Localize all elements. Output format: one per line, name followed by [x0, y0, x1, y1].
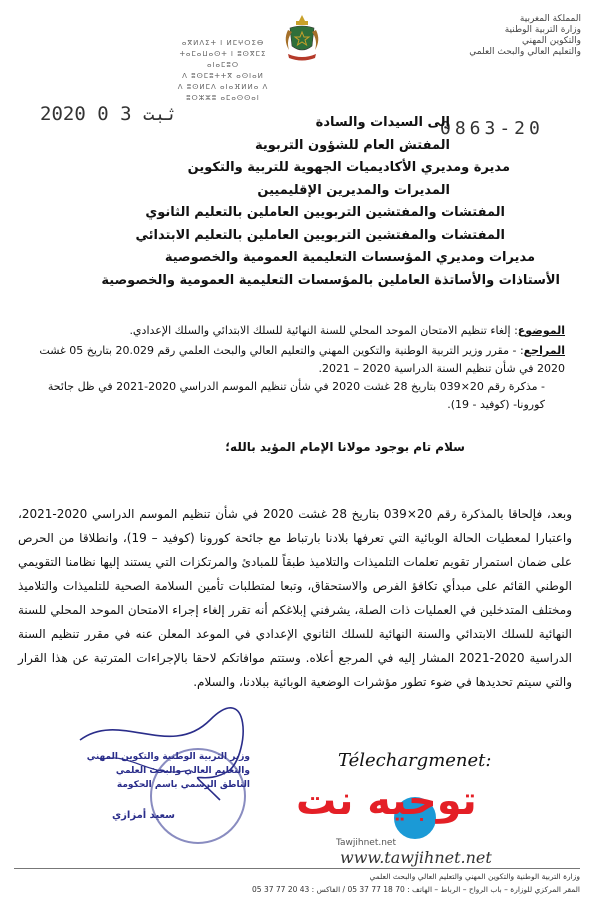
date-stamp: 2020 ثبت 3 0	[40, 103, 178, 125]
ministry-header-tifinagh	[168, 38, 278, 104]
subject-line	[20, 322, 565, 340]
header-line: وزارة التربية الوطنية	[504, 25, 581, 35]
recipient-line: مديرات ومديري المؤسسات التعليمية العمومية والخصوصية	[164, 250, 535, 265]
stamp-line: الناطق الرسمي باسم الحكومة	[116, 780, 250, 790]
salutation: سلام تام بوجود مولانا الإمام المؤيد بالله؛	[225, 440, 465, 454]
watermark-url[interactable]: www.tawjihnet.net	[340, 848, 492, 867]
footer-line: وزارة التربية الوطنية والتكوين المهني والتعليم العالي والبحث العلمي	[369, 872, 580, 881]
header-line: ⴷ ⵓⵙⵍⵎⴷ ⴰⵏⴰⴼⵍⵍⴰ ⴷ ⵓⵔⵣⵣⵓ ⴰⵎⴰⵙⵙⴰⵏ	[177, 83, 269, 102]
subject-text: : إلغاء تنظيم الامتحان الموحد المحلي للسنة النهائية للسلك الابتدائي والسلك الإعدادي.	[129, 324, 518, 337]
recipient-line: المفتشات والمفتشين التربويين العاملين بالتعليم الثانوي	[145, 205, 505, 220]
header-line: ⵜⴰⵎⴰⵡⴰⵙⵜ ⵏ ⵓⵙⴳⵎⵉ ⴰⵏⴰⵎⵓⵔ	[179, 50, 267, 69]
subject-label: الموضوع	[517, 324, 565, 337]
minister-name: سعيد أمزازي	[112, 810, 176, 821]
watermark-small-url: Tawjihnet.net	[336, 838, 396, 848]
body-paragraph: وبعد، فإلحاقا بالمذكرة رقم 20×039 بتاريخ 28 غشت 2020 في شأن تنظيم الموسم الدراسي 2020-2021، واعتبارا لمعطيات الحالة الوبائية التي تعرفها بلادنا بارتباط مع جائحة كورونا (كوفيد – 19)، وانطلاقا من الحرص على ضمان استمرار تقويم تعلمات التلميذات والتلاميذ طبقاً للمبادئ والمرتكزات التي يستند إليها نظامنا التقويمي الوطني القائم على مبدأي تكافؤ الفرص والاستحقاق، وتبعا لمتطلبات تأمين السلامة الصحية للتلميذات والتلاميذ ومختلف المتدخلين في العمليات ذات الصلة، يشرفني إبلاغكم أنه تقرر إلغاء إجراء الامتحان الموحد المحلي للسنة النهائية للسلك الابتدائي والسنة النهائية للسلك الثانوي الإعدادي في الموعد المعلن عنه في مقرر تنظيم السنة الدراسية 2020-2021 المشار إليه في المرجع أعلاه. وستتم موافاتكم لاحقا بالإجراءات المترتبة عن هذا القرار والتي سيتم تحديدها في ضوء تطور مؤشرات الوضعية الوبائية ببلادنا، والسلام.	[18, 507, 573, 689]
recipient-line: مديرة ومديري الأكاديميات الجهوية للتربية والتكوين	[187, 160, 510, 175]
stamp-line: وزير التربية الوطنية والتكوين المهني	[86, 752, 250, 762]
header-line: ⴰⴳⵍⴷⵉⵜ ⵏ ⵍⵎⵖⵔⵉⴱ	[181, 39, 265, 47]
header-line: ⴷ ⵓⵙⵎⵓⵜⵜⴳ ⴰⵙⵏⴰⵍ	[182, 72, 264, 80]
recipient-line: الأستاذات والأساتذة العاملين بالمؤسسات التعليمية العمومية والخصوصية	[101, 272, 560, 288]
watermark-label: Télechargmenet:	[338, 750, 492, 771]
recipients-block	[40, 112, 560, 292]
reference-number-stamp: 0863-20	[440, 118, 544, 139]
tawjihnet-logo: توجيه نت	[296, 778, 477, 824]
reference-item: - مذكرة رقم 20×039 بتاريخ 28 غشت 2020 في شأن تنظيم الموسم الدراسي 2020-2021 في ظل جائحة كورونا- (كوفيد - 19).	[47, 380, 545, 411]
footer-line: المقر المركزي للوزارة – باب الرواح – الرباط – الهاتف : 70 18 77 37 05 / الفاكس : 43 20 77 37 05	[252, 885, 580, 894]
references-label: المراجع	[523, 344, 565, 357]
moroccan-coat-of-arms-icon	[282, 12, 322, 70]
ministry-header-arabic	[431, 14, 581, 58]
recipient-line: المفتشات والمفتشين التربويين العاملين بالتعليم الابتدائي	[135, 227, 505, 243]
recipient-line: المفتش العام للشؤون التربوية	[254, 137, 450, 153]
footer-divider	[14, 868, 580, 869]
stamp-line: والتعليم العالي والبحث العلمي	[115, 766, 250, 776]
header-line: والتعليم العالي والبحث العلمي	[469, 47, 581, 57]
footer-block	[14, 870, 580, 896]
reference-item	[20, 342, 565, 378]
header-line: المملكة المغربية	[519, 14, 581, 24]
header-line: والتكوين المهني	[522, 36, 581, 46]
references-block	[20, 342, 565, 414]
reference-text: : - مقرر وزير التربية الوطنية والتكوين المهني والتعليم العالي والبحث العلمي رقم 20.029 بتاريخ 05 غشت 2020 في شأن تنظيم السنة الدراسية 2020 – 2021.	[39, 344, 565, 375]
recipient-line: إلى السيدات والسادة	[315, 115, 450, 130]
recipient-line: المديرات والمديرين الإقليميين	[257, 182, 450, 198]
